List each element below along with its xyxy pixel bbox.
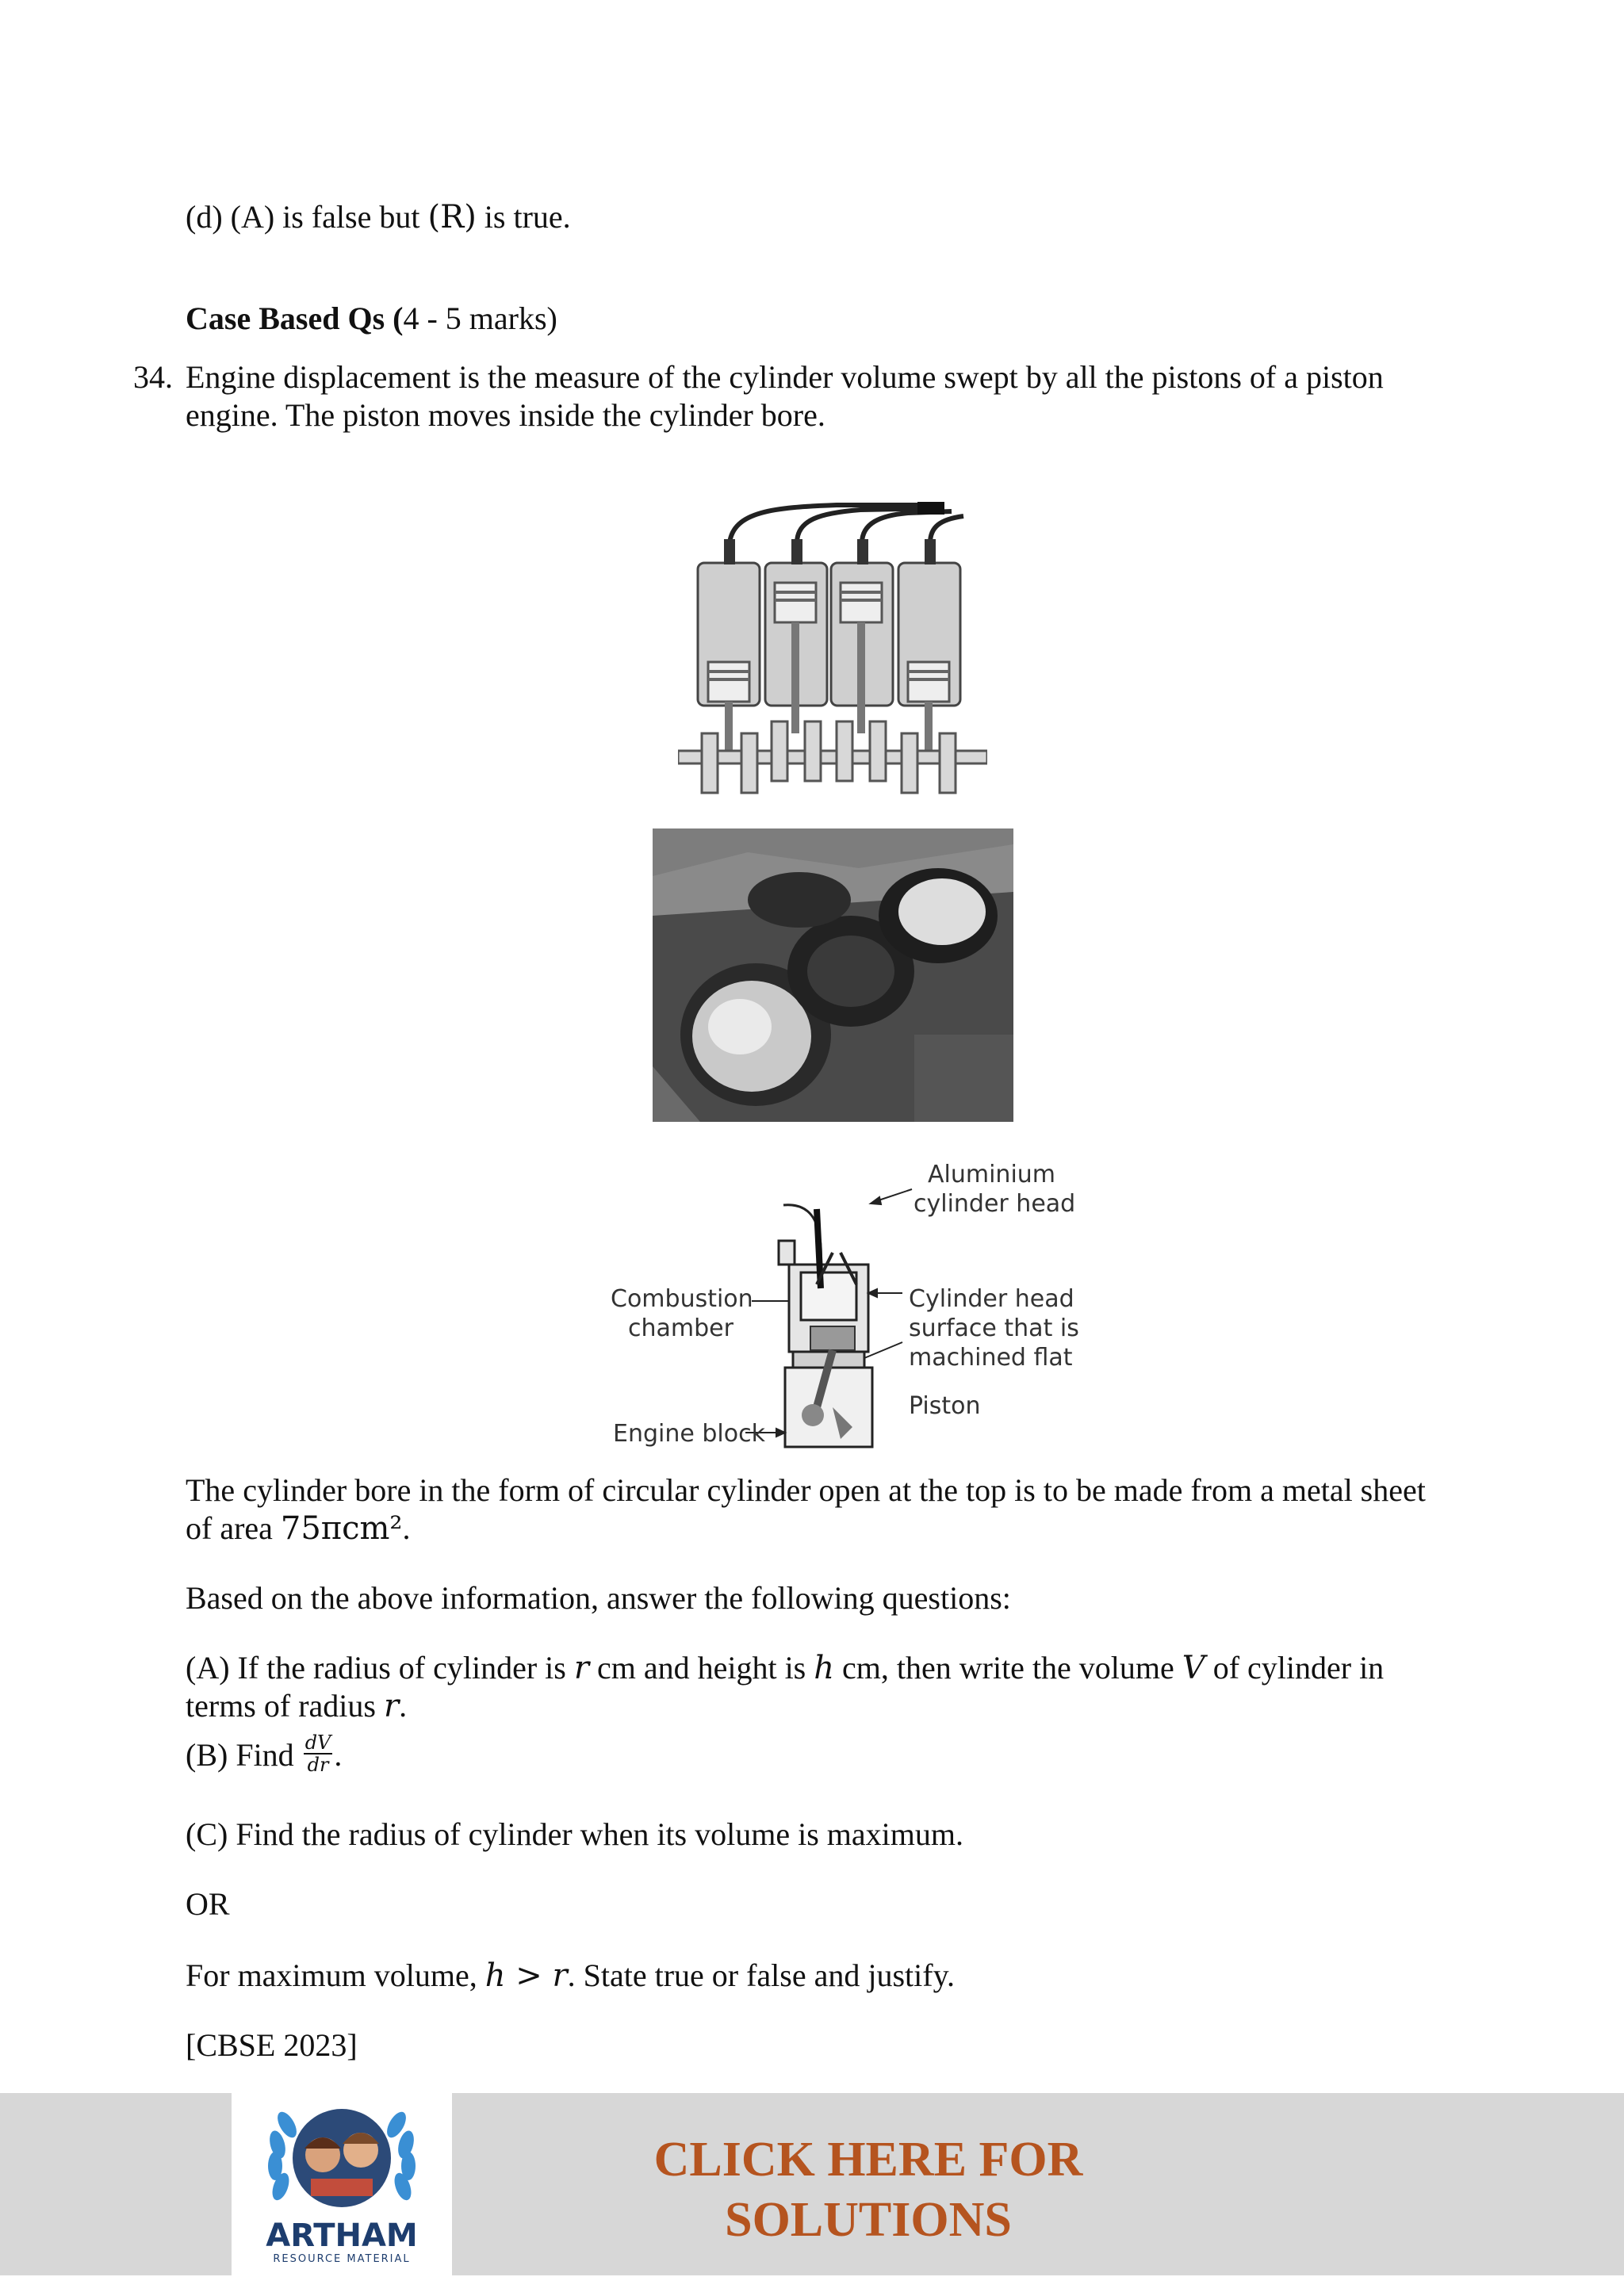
label-surface-2: surface that is <box>909 1314 1079 1342</box>
laurel-wreath-icon <box>232 2093 452 2220</box>
qb-text: (B) Find <box>186 1737 302 1773</box>
para-2: Based on the above information, answer the following questions: <box>186 1580 1011 1616</box>
source-reference: [CBSE 2023] <box>186 2027 358 2063</box>
qa-text-3: cm, then write the volume <box>834 1650 1182 1686</box>
cta-line-2: SOLUTIONS <box>725 2193 1012 2247</box>
label-combustion-1: Combustion <box>611 1285 753 1313</box>
qa-text-1: (A) If the radius of cylinder is <box>186 1650 574 1686</box>
section-heading-bold: Case Based Qs ( <box>186 300 404 336</box>
question-number: 34. <box>133 359 173 395</box>
qb-period: . <box>334 1737 343 1773</box>
fraction-numerator: dV <box>304 1731 331 1754</box>
para-1-period: . <box>402 1510 411 1546</box>
option-d-text: (d) (A) is false but <box>186 199 428 235</box>
qa-line-2-var-r: r <box>383 1688 400 1724</box>
or-separator: OR <box>186 1886 230 1922</box>
alternate-question <box>186 1957 955 1995</box>
cta-line-1: CLICK HERE FOR <box>653 2133 1083 2187</box>
question-c: (C) Find the radius of cylinder when its volume is maximum. <box>186 1816 963 1852</box>
qa-line-2-period: . <box>399 1688 408 1724</box>
qa-var-r: r <box>573 1650 589 1686</box>
option-d-suffix: is true. <box>476 199 571 235</box>
alt-text: For maximum volume, <box>186 1957 485 1993</box>
label-engine-block: Engine block <box>613 1420 765 1448</box>
label-piston: Piston <box>909 1392 981 1420</box>
solutions-link[interactable] <box>555 2130 1182 2250</box>
label-aluminium-2: cylinder head <box>914 1190 1076 1218</box>
section-heading-marks: 4 - 5 marks) <box>403 300 557 336</box>
para-1-text: of area <box>186 1510 281 1546</box>
logo-subtitle: RESOURCE MATERIAL <box>273 2253 411 2265</box>
alt-inequality: h > r <box>485 1957 568 1994</box>
label-aluminium-1: Aluminium <box>928 1161 1056 1188</box>
label-surface-3: machined flat <box>909 1344 1073 1372</box>
engine-block-photo <box>653 828 1013 1122</box>
para-1-line-1: The cylinder bore in the form of circular cylinder open at the top is to be made from a metal sheet <box>186 1472 1426 1508</box>
artham-logo[interactable] <box>232 2093 452 2275</box>
question-a-line-1 <box>186 1649 1384 1687</box>
alt-text-end: . State true or false and justify. <box>567 1957 955 1993</box>
option-d <box>186 198 571 236</box>
area-value: 75πcm² <box>280 1510 403 1547</box>
label-combustion-2: chamber <box>628 1314 733 1342</box>
option-d-math: (R) <box>427 199 477 235</box>
qa-text-4: of cylinder in <box>1205 1650 1385 1686</box>
question-a-line-2 <box>186 1687 407 1725</box>
engine-cylinders-illustration <box>678 496 987 809</box>
qa-var-v: V <box>1182 1650 1205 1686</box>
qa-line-2-text: terms of radius <box>186 1688 384 1724</box>
qa-text-2: cm and height is <box>588 1650 814 1686</box>
section-heading <box>186 300 557 338</box>
fraction-denominator: dr <box>307 1753 329 1776</box>
question-b <box>186 1731 343 1780</box>
question-line-1: Engine displacement is the measure of the cylinder volume swept by all the pistons of a piston <box>186 359 1384 395</box>
label-surface-1: Cylinder head <box>909 1285 1074 1313</box>
qa-var-h: h <box>814 1650 835 1686</box>
question-line-2: engine. The piston moves inside the cylinder bore. <box>186 397 825 433</box>
para-1-line-2 <box>186 1510 410 1548</box>
logo-name: ARTHAM <box>266 2218 418 2254</box>
derivative-fraction <box>304 1732 333 1775</box>
